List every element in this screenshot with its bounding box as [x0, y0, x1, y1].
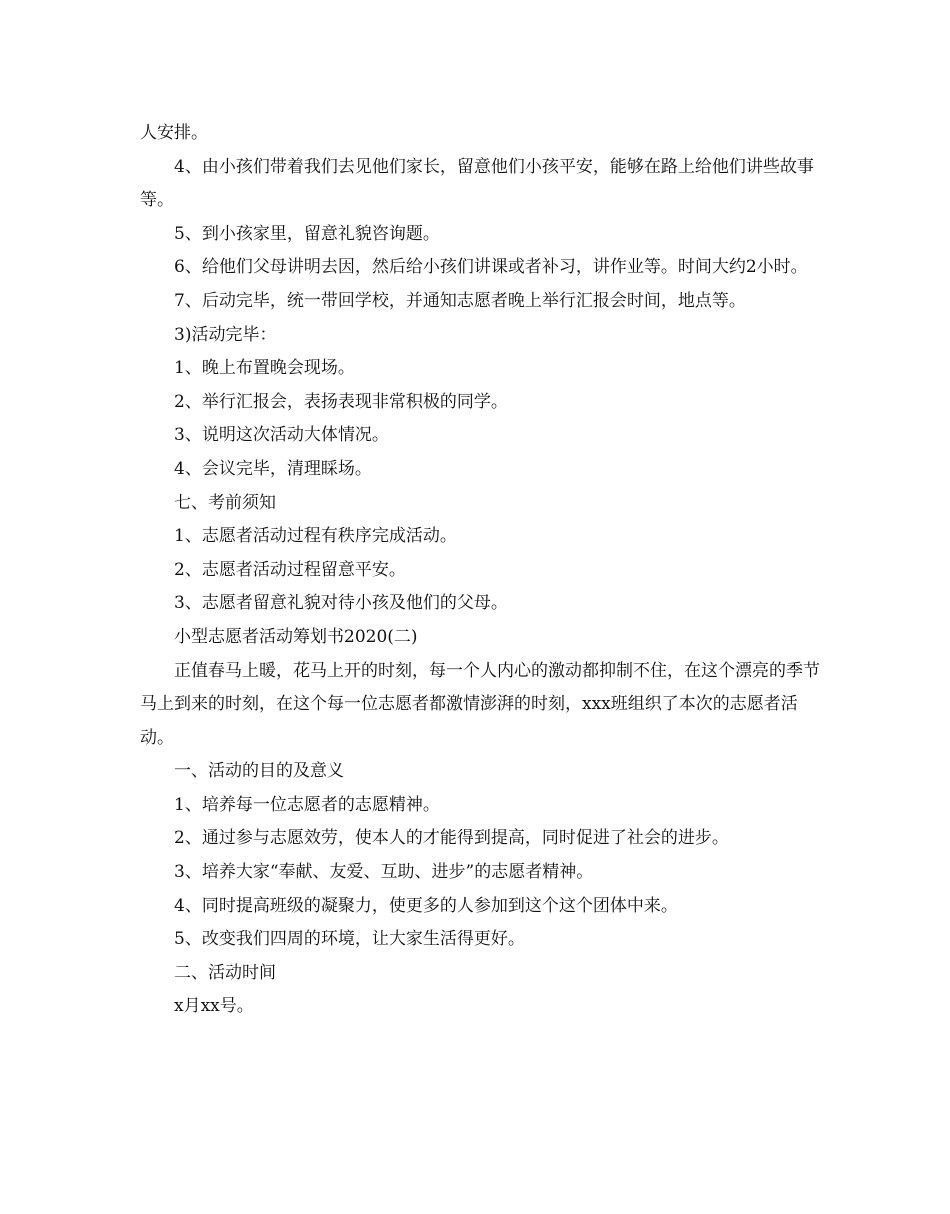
- paragraph-purpose-5: 5、改变我们四周的环境，让大家生活得更好。: [174, 929, 525, 950]
- paragraph-end-item-2: 2、举行汇报会，表扬表现非常积极的同学。: [174, 391, 508, 412]
- section-heading-purpose: 一、活动的目的及意义: [174, 761, 344, 782]
- paragraph-purpose-4: 4、同时提高班级的凝聚力，使更多的人参加到这个这个团体中来。: [174, 895, 678, 916]
- paragraph-purpose-2: 2、通过参与志愿效劳，使本人的才能得到提高，同时促进了社会的进步。: [174, 828, 729, 849]
- paragraph-end-item-4: 4、会议完毕，清理睬场。: [174, 458, 372, 479]
- paragraph-purpose-1: 1、培养每一位志愿者的志愿精神。: [174, 794, 440, 815]
- document-subtitle: 小型志愿者活动筹划书2020(二): [174, 626, 418, 647]
- paragraph-purpose-3: 3、培养大家“奉献、友爱、互助、进步”的志愿者精神。: [174, 862, 594, 883]
- section-heading-time: 二、活动时间: [174, 962, 276, 983]
- subheading-activity-end: 3)活动完毕：: [174, 324, 277, 345]
- section-heading-notes: 七、考前须知: [174, 492, 276, 513]
- paragraph-step-4: 4、由小孩们带着我们去见他们家长，留意他们小孩平安，能够在路上给他们讲些故事等。: [140, 156, 814, 211]
- paragraph-note-2: 2、志愿者活动过程留意平安。: [174, 559, 406, 580]
- paragraph-step-5: 5、到小孩家里，留意礼貌咨询题。: [174, 223, 440, 244]
- paragraph-end-item-3: 3、说明这次活动大体情况。: [174, 425, 389, 446]
- paragraph-end-item-1: 1、晚上布置晚会现场。: [174, 358, 355, 379]
- paragraph-note-3: 3、志愿者留意礼貌对待小孩及他们的父母。: [174, 593, 508, 614]
- paragraph-note-1: 1、志愿者活动过程有秩序完成活动。: [174, 526, 457, 547]
- paragraph-intro: 正值春马上暖，花马上开的时刻，每一个人内心的激动都抑制不住，在这个漂亮的季节马上到来的时刻，在这个每一位志愿者都激情澎湃的时刻，xxx班组织了本次的志愿者活动。: [140, 660, 820, 748]
- paragraph-continuation: 人安排。: [140, 123, 208, 143]
- document-body: [140, 117, 820, 1024]
- paragraph-step-7: 7、后动完毕，统一带回学校，并通知志愿者晚上举行汇报会时间，地点等。: [174, 290, 746, 311]
- paragraph-time: x月xx号。: [174, 996, 254, 1017]
- paragraph-step-6: 6、给他们父母讲明去因，然后给小孩们讲课或者补习，讲作业等。时间大约2小时。: [174, 257, 808, 278]
